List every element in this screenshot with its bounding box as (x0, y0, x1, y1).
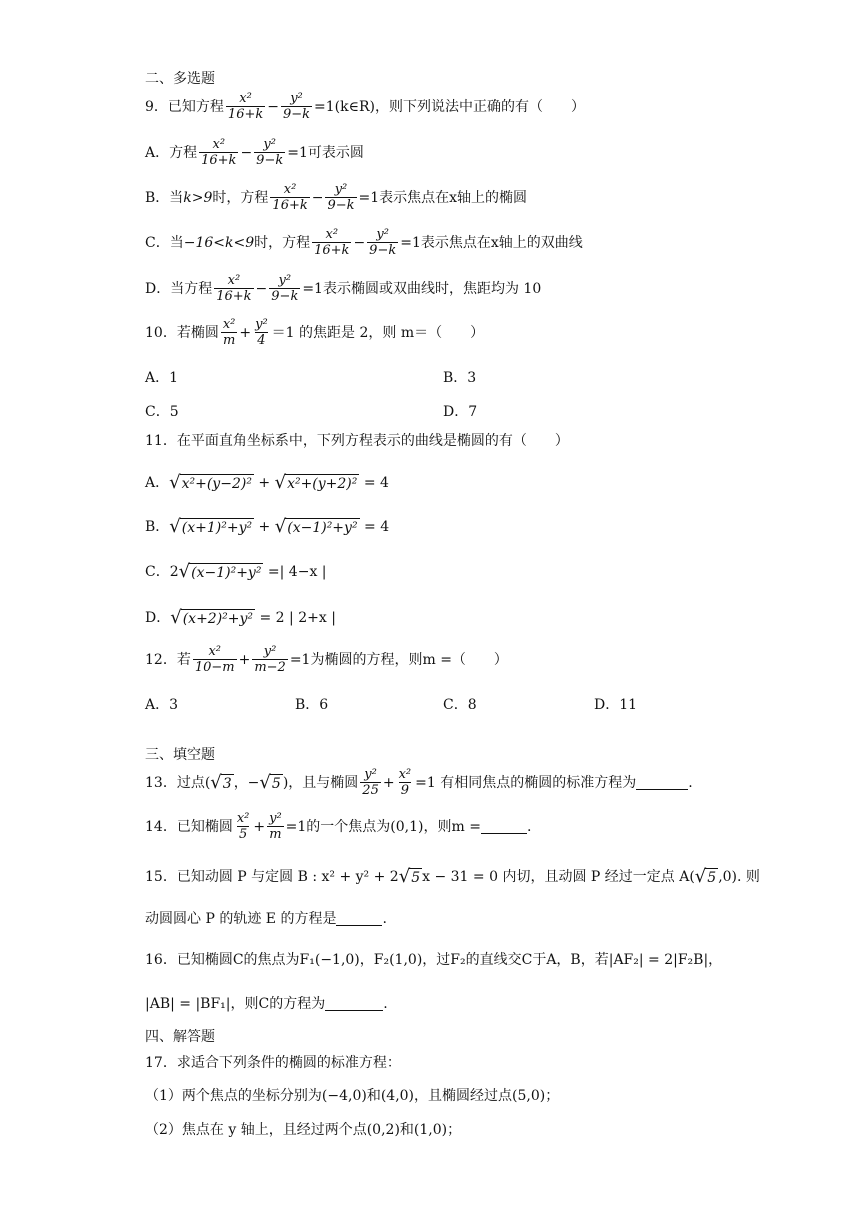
q13-fraction-2: $\frac{\text{x²}}{9}$ (398, 767, 412, 798)
sqrt-symbol: √ 5 (398, 866, 421, 887)
q9d-fraction-2: $\frac{\text{y²}}{9-k}$ (271, 273, 299, 304)
question-14: 14．已知椭圆 $\frac{\text{x²}}{5}$ + $\frac{\text{y²}}{m}$ =1的一个焦点为(0,1)，则m = . (145, 811, 532, 842)
sqrt-symbol: √ x²+(y+2)² (274, 472, 358, 493)
q9c-fraction-2: $\frac{\text{y²}}{9-k}$ (369, 227, 397, 258)
answer-blank (336, 911, 382, 926)
question-17-part-1: （1）两个焦点的坐标分别为(−4,0)和(4,0)，且椭圆经过点(5,0)； (145, 1088, 560, 1104)
q9b-fraction-2: $\frac{\text{y²}}{9-k}$ (327, 182, 355, 213)
q14-fraction-1: $\frac{\text{x²}}{5}$ (236, 811, 250, 842)
q12-option-b: B．6 (295, 697, 329, 713)
q10-option-a: A．1 (145, 370, 179, 386)
question-11-stem: 11．在平面直角坐标系中，下列方程表示的曲线是椭圆的有（ ） (145, 433, 569, 449)
question-15-line-1: 15．已知动圆 P 与定圆 B : x² + y² + 2 √ 5 x − 31 = 0 内切，且动圆 P 经过一定点 A( √ 5 ,0). 则 (145, 866, 760, 887)
q12-fraction-2: $\frac{\text{y²}}{m-2}$ (254, 644, 286, 675)
question-16-line-1: 16．已知椭圆C的焦点为F₁(−1,0)，F₂(1,0)，过F₂的直线交C于A，B，若|AF₂| = 2|F₂B|， (145, 952, 723, 968)
q9-fraction-2: $\frac{\text{y²}}{9-k}$ (282, 91, 311, 122)
sqrt-symbol: √ (x+1)²+y² (169, 516, 253, 537)
question-12-stem: 12．若 $\frac{\text{x²}}{10-m}$ + $\frac{\text{y²}}{m-2}$ =1为椭圆的方程，则m =（ ） (145, 644, 508, 675)
sqrt-symbol: √ (x+2)²+y² (170, 607, 254, 628)
sqrt-symbol: √ 5 (694, 866, 717, 887)
question-17-part-2: （2）焦点在 y 轴上，且经过两个点(0,2)和(1,0)； (145, 1122, 462, 1138)
q9-prefix: 9．已知方程 (145, 98, 224, 115)
q10-option-c: C．5 (145, 404, 179, 420)
q11-option-d: D． √ (x+2)²+y² = 2 | 2+x | (145, 607, 336, 628)
section-heading-multiple-choice: 二、多选题 (145, 71, 215, 87)
sqrt-symbol: √ 5 (259, 771, 281, 793)
question-17-stem: 17．求适合下列条件的椭圆的标准方程： (145, 1055, 401, 1071)
question-16-line-2: |AB| = |BF₁|，则C的方程为 . (145, 995, 388, 1012)
answer-blank (481, 819, 527, 834)
q9d-fraction-1: $\frac{\text{x²}}{16+k}$ (216, 273, 252, 304)
q10-option-d: D．7 (443, 404, 478, 420)
question-15-line-2: 动圆圆心 P 的轨迹 E 的方程是 . (145, 910, 387, 927)
answer-blank (325, 996, 383, 1011)
sqrt-symbol: √ (x−1)²+y² (274, 516, 358, 537)
section-heading-answers: 四、解答题 (145, 1029, 215, 1045)
sqrt-symbol: √ 3 (210, 771, 232, 793)
question-13: 13．过点( √ 3 ，− √ 5 )，且与椭圆 $\frac{\text{y²}}{25}$ + $\frac{\text{x²}}{9}$ =1 有相同焦点的椭圆的标准方程为 . (145, 767, 693, 798)
q9-fraction-1: $\frac{\text{x²}}{16+k}$ (227, 91, 264, 122)
q11-option-c: C． 2 √ (x−1)²+y² =| 4−x | (145, 561, 327, 582)
sqrt-symbol: √ x²+(y−2)² (169, 472, 252, 493)
q14-fraction-2: $\frac{\text{y²}}{m}$ (269, 811, 282, 842)
answer-blank (636, 775, 688, 790)
q12-option-d: D．11 (594, 697, 638, 713)
q13-fraction-1: $\frac{\text{y²}}{25}$ (362, 767, 379, 798)
q9-option-a: A．方程 $\frac{\text{x²}}{16+k}$ − $\frac{\text{y²}}{9-k}$ =1可表示圆 (145, 137, 364, 168)
q12-fraction-1: $\frac{\text{x²}}{10-m}$ (194, 644, 235, 675)
q10-fraction-2: $\frac{\text{y²}}{4}$ (255, 317, 268, 348)
q12-option-c: C．8 (443, 697, 477, 713)
question-10-stem: 10．若椭圆 $\frac{\text{x²}}{m}$ + $\frac{\text{y²}}{4}$ ＝1 的焦距是 2，则 m＝（ ） (145, 317, 485, 348)
q9c-fraction-1: $\frac{\text{x²}}{16+k}$ (314, 227, 350, 258)
question-9-stem: 9．已知方程 $\frac{\text{x²}}{16+k}$ − $\frac{\text{y²}}{9-k}$ =1(k∈R) ，则下列说法中正确的有（ ） (145, 91, 585, 122)
q11-option-b: B． √ (x+1)²+y² + √ (x−1)²+y² = 4 (145, 516, 390, 537)
sqrt-symbol: √ (x−1)²+y² (178, 561, 262, 582)
q9b-fraction-1: $\frac{\text{x²}}{16+k}$ (272, 182, 308, 213)
section-heading-fill-in: 三、填空题 (145, 747, 215, 763)
q10-option-b: B．3 (443, 370, 477, 386)
q11-option-a: A． √ x²+(y−2)² + √ x²+(y+2)² = 4 (145, 472, 389, 493)
q9a-fraction-2: $\frac{\text{y²}}{9-k}$ (256, 137, 284, 168)
q12-option-a: A．3 (145, 697, 179, 713)
q9-option-b: B．当 k>9 时，方程 $\frac{\text{x²}}{16+k}$ − $\frac{\text{y²}}{9-k}$ =1表示焦点在x轴上的椭圆 (145, 182, 528, 213)
q9a-fraction-1: $\frac{\text{x²}}{16+k}$ (201, 137, 237, 168)
q9-option-c: C．当 −16<k<9 时，方程 $\frac{\text{x²}}{16+k}$ − $\frac{\text{y²}}{9-k}$ =1表示焦点在x轴上的双曲线 (145, 227, 583, 258)
q10-fraction-1: $\frac{\text{x²}}{m}$ (222, 317, 236, 348)
q9-condition: =1(k∈R) (314, 98, 375, 115)
q9-suffix: ，则下列说法中正确的有（ ） (374, 98, 585, 115)
q9-option-d: D．当方程 $\frac{\text{x²}}{16+k}$ − $\frac{\text{y²}}{9-k}$ =1表示椭圆或双曲线时，焦距均为 10 (145, 273, 542, 304)
